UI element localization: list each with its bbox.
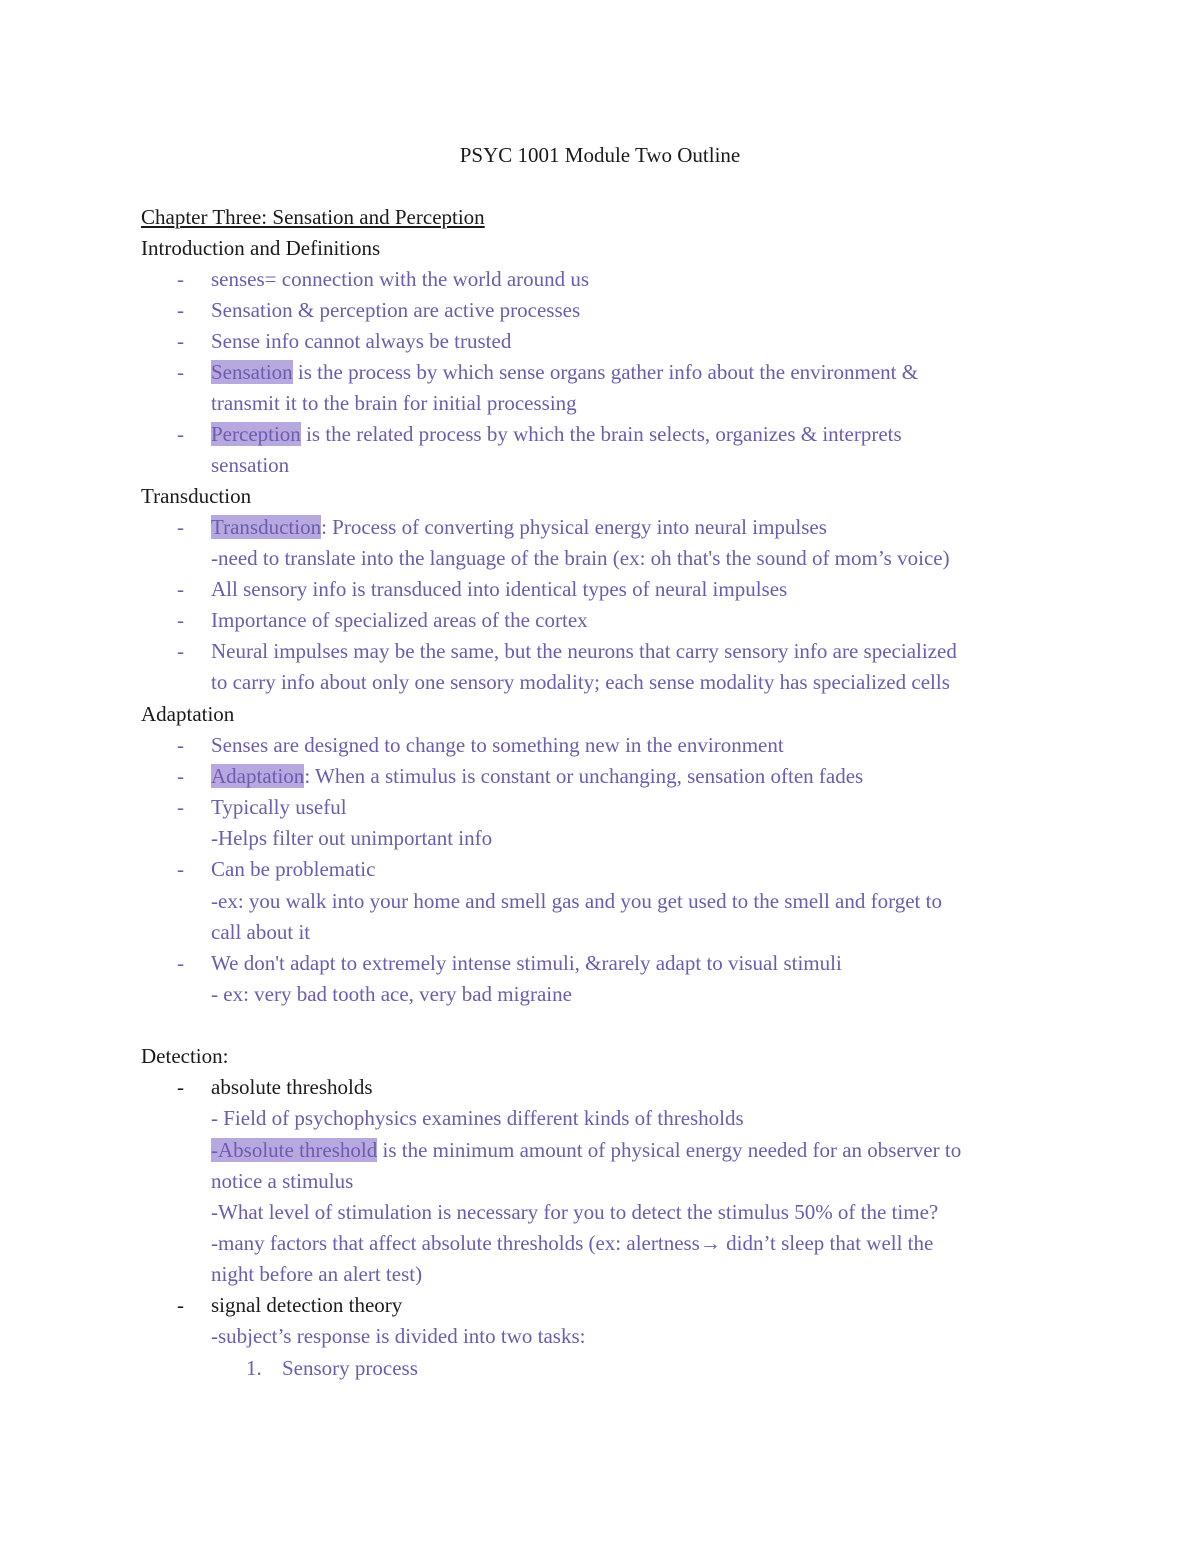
- definition-text: is the minimum amount of physical energy needed for an observer to: [377, 1138, 962, 1162]
- list-item-continuation: -many factors that affect absolute thresholds (ex: alertness→ didn’t sleep that well the: [211, 1231, 934, 1255]
- list-item: [211, 419, 902, 450]
- bullet-dash: -: [177, 329, 184, 353]
- list-item: We don't adapt to extremely intense stimuli, &rarely adapt to visual stimuli: [211, 951, 842, 975]
- list-item: Sensation & perception are active processes: [211, 298, 581, 322]
- bullet-dash: -: [177, 764, 184, 788]
- bullet-dash: -: [177, 1075, 184, 1099]
- list-item-continuation: call about it: [211, 920, 311, 944]
- list-item-continuation: -What level of stimulation is necessary for you to detect the stimulus 50% of the time?: [211, 1200, 939, 1224]
- list-item: signal detection theory: [211, 1293, 403, 1317]
- list-item: All sensory info is transduced into identical types of neural impulses: [211, 577, 788, 601]
- list-item: Can be problematic: [211, 857, 376, 881]
- highlighted-term: Adaptation: [211, 764, 305, 788]
- highlighted-term: Transduction: [211, 515, 322, 539]
- section-heading-detection: Detection:: [141, 1044, 229, 1068]
- bullet-dash: -: [177, 577, 184, 601]
- list-item-continuation: -Helps filter out unimportant info: [211, 826, 493, 850]
- bullet-dash: -: [177, 608, 184, 632]
- list-item: absolute thresholds: [211, 1075, 373, 1099]
- bullet-dash: -: [177, 857, 184, 881]
- numbered-item: Sensory process: [282, 1356, 418, 1380]
- page-title: PSYC 1001 Module Two Outline: [459, 143, 741, 167]
- list-item: [211, 761, 863, 792]
- list-item-continuation: [211, 1135, 961, 1166]
- definition-text: is the process by which sense organs gather info about the environment &: [292, 360, 919, 384]
- list-item: [211, 512, 827, 543]
- list-item-continuation: sensation: [211, 453, 290, 477]
- list-item: Sense info cannot always be trusted: [211, 329, 512, 353]
- definition-text: is the related process by which the brain selects, organizes & interprets: [300, 422, 902, 446]
- section-heading-transduction: Transduction: [141, 484, 252, 508]
- list-item-continuation: -ex: you walk into your home and smell gas and you get used to the smell and forget to: [211, 889, 942, 913]
- definition-text: : When a stimulus is constant or unchanging, sensation often fades: [304, 764, 864, 788]
- list-item: Importance of specialized areas of the cortex: [211, 608, 588, 632]
- bullet-dash: -: [177, 267, 184, 291]
- bullet-dash: -: [177, 422, 184, 446]
- list-item-continuation: notice a stimulus: [211, 1169, 354, 1193]
- highlighted-term: Perception: [211, 422, 301, 446]
- list-item: senses= connection with the world around us: [211, 267, 590, 291]
- list-item-continuation: - ex: very bad tooth ace, very bad migraine: [211, 982, 572, 1006]
- definition-text: : Process of converting physical energy into neural impulses: [321, 515, 827, 539]
- bullet-dash: -: [177, 298, 184, 322]
- section-heading-adaptation: Adaptation: [141, 702, 235, 726]
- list-item-continuation: -need to translate into the language of the brain (ex: oh that's the sound of mom’s voice): [211, 546, 950, 570]
- bullet-dash: -: [177, 795, 184, 819]
- highlighted-term: Sensation: [211, 360, 293, 384]
- list-number: 1.: [246, 1356, 262, 1380]
- highlighted-term: -Absolute threshold: [211, 1138, 378, 1162]
- bullet-dash: -: [177, 515, 184, 539]
- bullet-dash: -: [177, 639, 184, 663]
- list-item-continuation: - Field of psychophysics examines different kinds of thresholds: [211, 1106, 744, 1130]
- section-heading-intro: Introduction and Definitions: [141, 236, 381, 260]
- bullet-dash: -: [177, 951, 184, 975]
- list-item-continuation: transmit it to the brain for initial processing: [211, 391, 577, 415]
- list-item-continuation: to carry info about only one sensory modality; each sense modality has specialized cells: [211, 670, 950, 694]
- list-item-continuation: night before an alert test): [211, 1262, 423, 1286]
- list-item: Typically useful: [211, 795, 347, 819]
- bullet-dash: -: [177, 360, 184, 384]
- list-item-continuation: -subject’s response is divided into two tasks:: [211, 1324, 586, 1348]
- list-item: Senses are designed to change to something new in the environment: [211, 733, 784, 757]
- list-item: Neural impulses may be the same, but the neurons that carry sensory info are specialized: [211, 639, 957, 663]
- chapter-heading: Chapter Three: Sensation and Perception: [141, 205, 485, 229]
- list-item: [211, 357, 918, 388]
- bullet-dash: -: [177, 1293, 184, 1317]
- bullet-dash: -: [177, 733, 184, 757]
